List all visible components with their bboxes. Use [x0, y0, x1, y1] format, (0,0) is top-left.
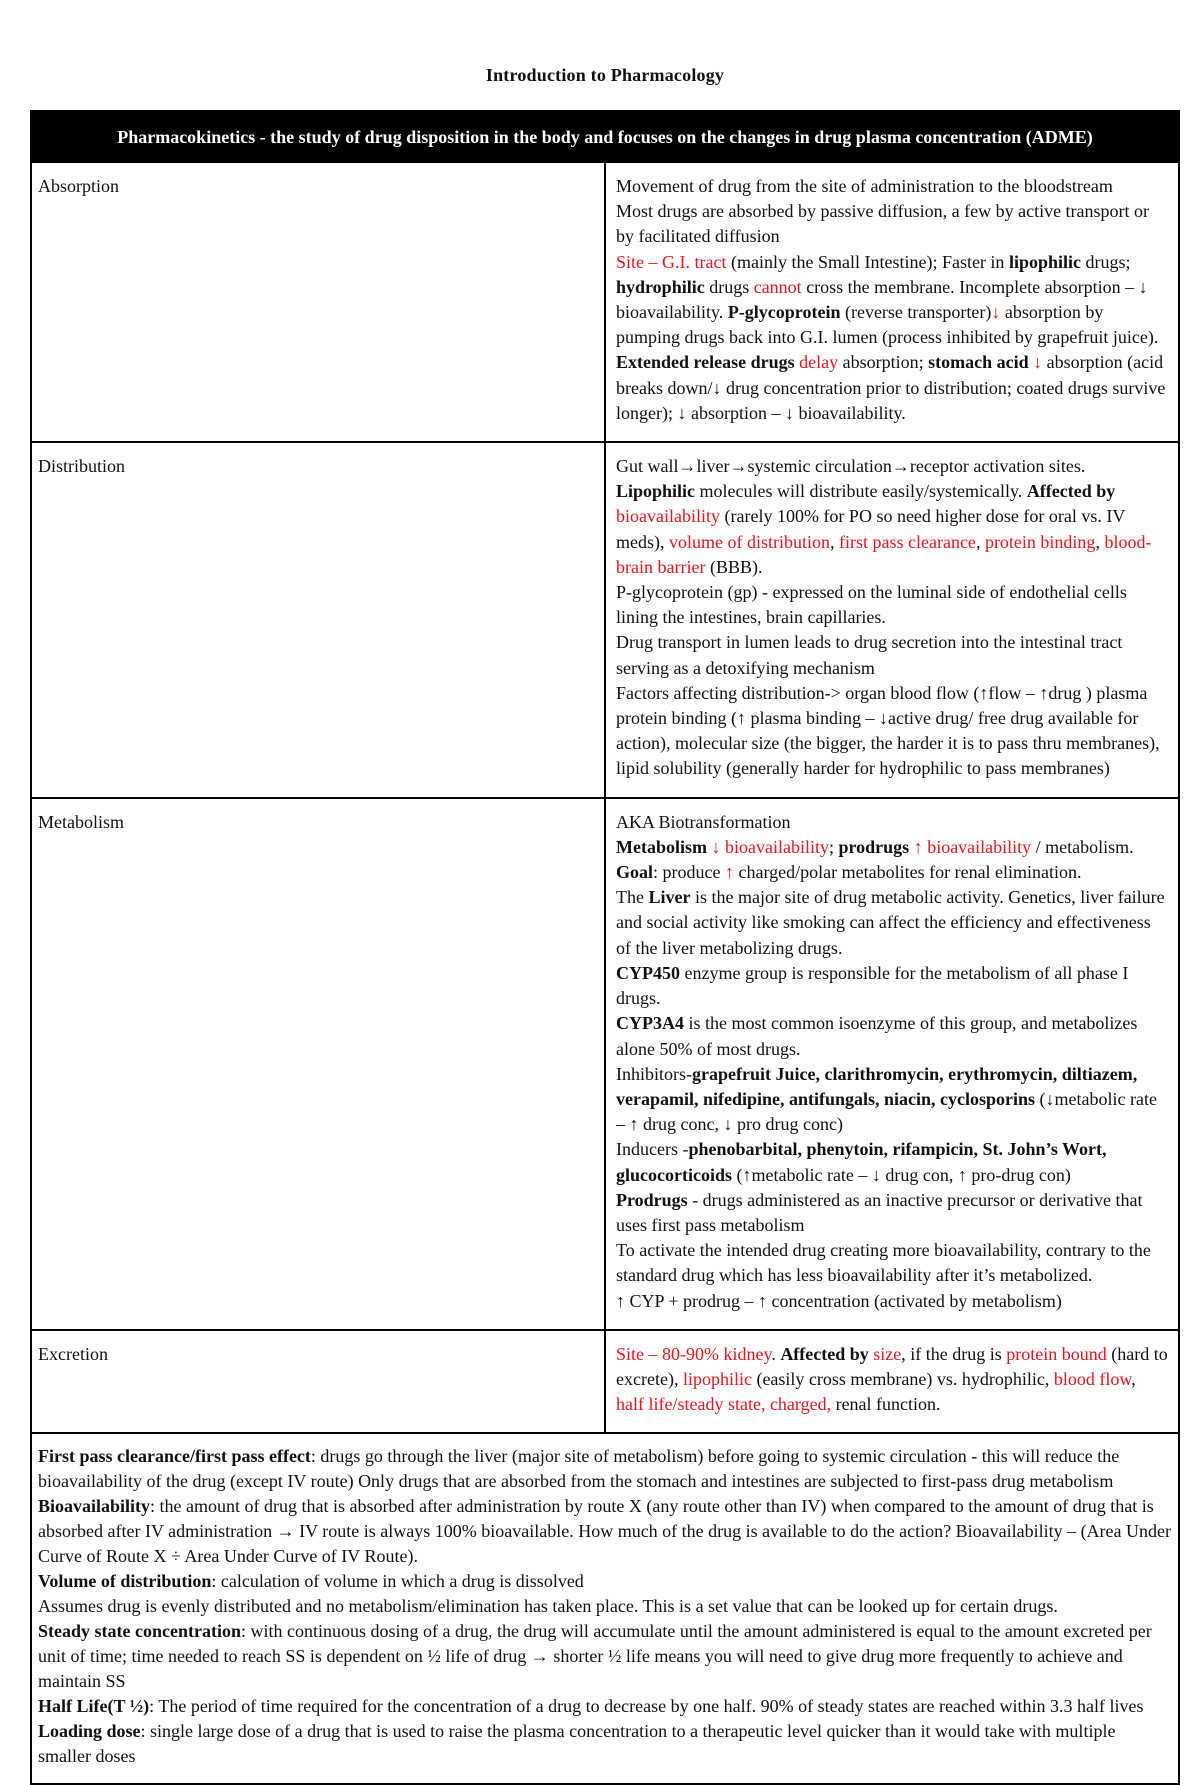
- text-run: ,: [830, 531, 839, 552]
- metabolism-line-5: [616, 961, 1168, 1011]
- definition-term: Loading dose: [38, 1721, 141, 1742]
- text-run: (reverse transporter): [840, 302, 992, 323]
- text-run: drugs: [704, 276, 754, 297]
- text-run: Inhibitors-: [616, 1063, 692, 1084]
- term-decreased-bioavailability: ↓ bioavailability: [711, 836, 829, 857]
- down-arrow-icon: ↓: [1033, 352, 1043, 373]
- text-run: (rarely 100% for PO so need higher dose for oral vs. IV meds),: [616, 506, 1126, 552]
- term-increased-bioavailability: ↑ bioavailability: [913, 836, 1032, 857]
- text-run: renal function.: [831, 1394, 941, 1415]
- term-size: size: [873, 1343, 902, 1364]
- definition-text: : single large dose of a drug that is used to raise the plasma concentration to a therapeutic level quicker than it would take with multiple smaller doses: [38, 1721, 1116, 1767]
- term-inhibitors-list: grapefruit Juice, clarithromycin, erythromycin, diltiazem, verapamil, nifedipine, antifungals, niacin, cyclosporins: [616, 1063, 1138, 1109]
- text-run: , if the drug is: [901, 1343, 1007, 1364]
- text-run: : produce: [653, 862, 725, 883]
- row-content-absorption: [605, 162, 1179, 442]
- term-lipophilic: Lipophilic: [616, 481, 696, 502]
- down-arrow-icon: ↓: [991, 302, 1001, 323]
- definition-steady-state: [38, 1619, 1172, 1694]
- adme-table: [30, 110, 1180, 1434]
- term-delay: delay: [799, 352, 839, 373]
- absorption-paragraph: [616, 250, 1168, 426]
- distribution-line-2: P-glycoprotein (gp) - expressed on the luminal side of endothelial cells lining the intestines, brain capillaries.: [616, 582, 1127, 628]
- text-run: .: [771, 1343, 781, 1364]
- text-run: is the most common isoenzyme of this group, and metabolizes alone 50% of most drugs.: [616, 1013, 1138, 1059]
- text-run: ,: [1131, 1368, 1136, 1389]
- term-stomach-acid: stomach acid: [928, 352, 1029, 373]
- text-run: ,: [1095, 531, 1105, 552]
- metabolism-line-3: [616, 860, 1168, 885]
- term-extended-release: Extended release drugs: [616, 352, 795, 373]
- row-content-excretion: [605, 1330, 1179, 1434]
- text-run: (easily cross membrane) vs. hydrophilic,: [751, 1368, 1054, 1389]
- document-title: Introduction to Pharmacology: [485, 65, 725, 85]
- term-protein-binding: protein binding: [984, 531, 1096, 552]
- text-run: Inducers -: [616, 1139, 689, 1160]
- definition-text: : The period of time required for the concentration of a drug to decrease by one half. 90% of steady states are reached within 3.3 half lives: [149, 1696, 1144, 1717]
- table-row-excretion: [31, 1330, 1179, 1434]
- text-run: absorption by pumping drugs back into G.I. lumen (process inhibited by grapefruit juice).: [616, 302, 1159, 348]
- term-first-pass-clearance: first pass clearance: [839, 531, 976, 552]
- row-label-metabolism: Metabolism: [31, 798, 605, 1330]
- distribution-line-3: Drug transport in lumen leads to drug secretion into the intestinal tract serving as a detoxifying mechanism: [616, 632, 1123, 678]
- absorption-line-1: Movement of drug from the site of administration to the bloodstream: [616, 176, 1113, 196]
- metabolism-line-7: [616, 1062, 1168, 1138]
- text-run: molecules will distribute easily/systemically.: [695, 481, 1027, 502]
- definition-text: : the amount of drug that is absorbed after administration by route X (any route other than IV) when compared to the amount of drug that is absorbed after IV administration → IV route is always 100% bioavailable. How much of the drug is available to do the action? Bioavailability – (Area Under Curve of Route X ÷ Area Under Curve of IV Route).: [38, 1496, 1172, 1567]
- site-gi-tract: Site – G.I. tract: [616, 251, 727, 272]
- term-lipophilic: lipophilic: [1008, 251, 1081, 272]
- text-run: (↓metabolic rate – ↑ drug conc, ↓ pro drug conc): [616, 1088, 1157, 1135]
- text-run: (BBB).: [705, 556, 763, 577]
- table-header: Pharmacokinetics - the study of drug disposition in the body and focuses on the changes in drug plasma concentration (ADME): [31, 111, 1179, 162]
- term-cannot: cannot: [753, 276, 802, 297]
- definition-volume-of-distribution: [38, 1569, 1172, 1594]
- term-cyp3a4: CYP3A4: [616, 1013, 684, 1034]
- text-run: absorption;: [838, 352, 929, 373]
- term-hydrophilic: hydrophilic: [616, 276, 705, 297]
- definition-term: Half Life(T ½): [38, 1696, 150, 1717]
- metabolism-line-2: [616, 835, 1168, 860]
- text-run: (mainly the Small Intestine); Faster in: [726, 251, 1009, 272]
- metabolism-line-1: AKA Biotransformation: [616, 811, 791, 832]
- text-run: charged/polar metabolites for renal elimination.: [734, 862, 1082, 883]
- table-row-distribution: [31, 442, 1179, 798]
- term-protein-bound: protein bound: [1006, 1343, 1107, 1364]
- text-run: - drugs administered as an inactive precursor or derivative that uses first pass metabolism: [616, 1189, 1143, 1235]
- distribution-line-4: Factors affecting distribution-> organ blood flow (↑flow – ↑drug ) plasma protein binding (↑ plasma binding – ↓active drug/ free drug available for action), molecular size (the bigger, the harder it is to pass thru membranes), lipid solubility (generally harder for hydrophilic to pass membranes): [616, 682, 1160, 779]
- distribution-paragraph: [616, 454, 1168, 580]
- text-run: ;: [828, 836, 839, 857]
- definition-term: Steady state concentration: [38, 1621, 241, 1642]
- definition-term: Volume of distribution: [38, 1571, 212, 1592]
- row-label-distribution: Distribution: [31, 442, 605, 798]
- definition-first-pass: [38, 1444, 1172, 1494]
- definitions-box: [30, 1434, 1180, 1785]
- definition-text: : drugs go through the liver (major site of metabolism) before going to systemic circulation - this will reduce the bioavailability of the drug (except IV route) Only drugs that are absorbed from the stomach and intestines are subjected to first-pass drug metabolism: [38, 1446, 1120, 1492]
- definition-text: : with continuous dosing of a drug, the drug will accumulate until the amount administered is equal to the amount excreted per unit of time; time needed to reach SS is dependent on ½ life of drug → shorter ½ life means you will need to give drug more frequently to achieve and maintain SS: [38, 1621, 1152, 1692]
- table-header-row: [31, 111, 1179, 162]
- metabolism-line-6: [616, 1011, 1168, 1061]
- row-content-distribution: [605, 442, 1179, 798]
- row-content-metabolism: [605, 798, 1179, 1330]
- term-bioavailability: bioavailability: [616, 506, 720, 527]
- term-goal: Goal: [616, 862, 654, 883]
- definition-term: Bioavailability: [38, 1496, 151, 1517]
- excretion-paragraph: [616, 1342, 1168, 1418]
- metabolism-line-9: [616, 1188, 1168, 1238]
- document-page: [30, 0, 1180, 1785]
- term-liver: Liver: [648, 887, 691, 908]
- text-run: drugs;: [1080, 251, 1131, 272]
- definition-half-life: [38, 1694, 1172, 1719]
- term-cyp450: CYP450: [616, 962, 680, 983]
- text-run: Gut wall→liver→systemic circulation→receptor activation sites.: [616, 456, 1086, 477]
- metabolism-line-11: ↑ CYP + prodrug – ↑ concentration (activated by metabolism): [616, 1290, 1062, 1311]
- term-blood-brain-barrier: blood-brain barrier: [616, 531, 1152, 577]
- term-prodrugs: prodrugs: [838, 836, 910, 857]
- term-lipophilic: lipophilic: [682, 1368, 752, 1389]
- definition-bioavailability: [38, 1494, 1172, 1569]
- term-prodrugs: Prodrugs: [616, 1189, 688, 1210]
- up-arrow-icon: ↑: [725, 862, 734, 883]
- term-half-life-steady-state: half life/steady state, charged,: [616, 1394, 832, 1415]
- text-run: (↑metabolic rate – ↓ drug con, ↑ pro-drug con): [731, 1164, 1071, 1185]
- text-run: (hard to excrete),: [616, 1343, 1168, 1389]
- metabolism-line-4: [616, 885, 1168, 961]
- definition-loading-dose: [38, 1719, 1172, 1769]
- definition-text: : calculation of volume in which a drug is dissolved: [211, 1571, 584, 1592]
- site-kidney: Site – 80-90% kidney: [616, 1343, 772, 1364]
- text-run: / metabolism.: [1031, 836, 1134, 857]
- absorption-line-2: Most drugs are absorbed by passive diffusion, a few by active transport or by facilitated diffusion: [616, 201, 1150, 247]
- term-affected-by: Affected by: [1026, 481, 1116, 502]
- text-run: enzyme group is responsible for the metabolism of all phase I drugs.: [616, 962, 1129, 1009]
- definition-term: First pass clearance/first pass effect: [38, 1446, 311, 1467]
- text-run: is the major site of drug metabolic activity. Genetics, liver failure and social activity like smoking can affect the efficiency and effectiveness of the liver metabolizing drugs.: [616, 887, 1165, 958]
- text-run: The: [616, 887, 649, 908]
- table-row-absorption: [31, 162, 1179, 442]
- term-inducers-list: phenobarbital, phenytoin, rifampicin, St. John’s Wort, glucocorticoids: [616, 1139, 1107, 1185]
- text-run: cross the membrane. Incomplete absorption – ↓ bioavailability.: [616, 276, 1148, 323]
- metabolism-line-8: [616, 1137, 1168, 1187]
- term-affected-by: Affected by: [780, 1343, 869, 1364]
- term-p-glycoprotein: P-glycoprotein: [727, 302, 841, 323]
- metabolism-line-10: To activate the intended drug creating more bioavailability, contrary to the standard drug which has less bioavailability after it’s metabolized.: [616, 1240, 1151, 1286]
- table-row-metabolism: [31, 798, 1179, 1330]
- term-metabolism: Metabolism: [616, 836, 707, 857]
- term-volume-of-distribution: volume of distribution: [669, 531, 830, 552]
- text-run: absorption (acid breaks down/↓ drug concentration prior to distribution; coated drugs survive longer); ↓ absorption – ↓ bioavailability.: [616, 352, 1166, 423]
- term-blood-flow: blood flow: [1053, 1368, 1132, 1389]
- row-label-absorption: Absorption: [31, 162, 605, 442]
- definition-vd-extra: Assumes drug is evenly distributed and no metabolism/elimination has taken place. This is a set value that can be looked up for certain drugs.: [38, 1596, 1058, 1617]
- row-label-excretion: Excretion: [31, 1330, 605, 1434]
- text-run: ,: [975, 531, 985, 552]
